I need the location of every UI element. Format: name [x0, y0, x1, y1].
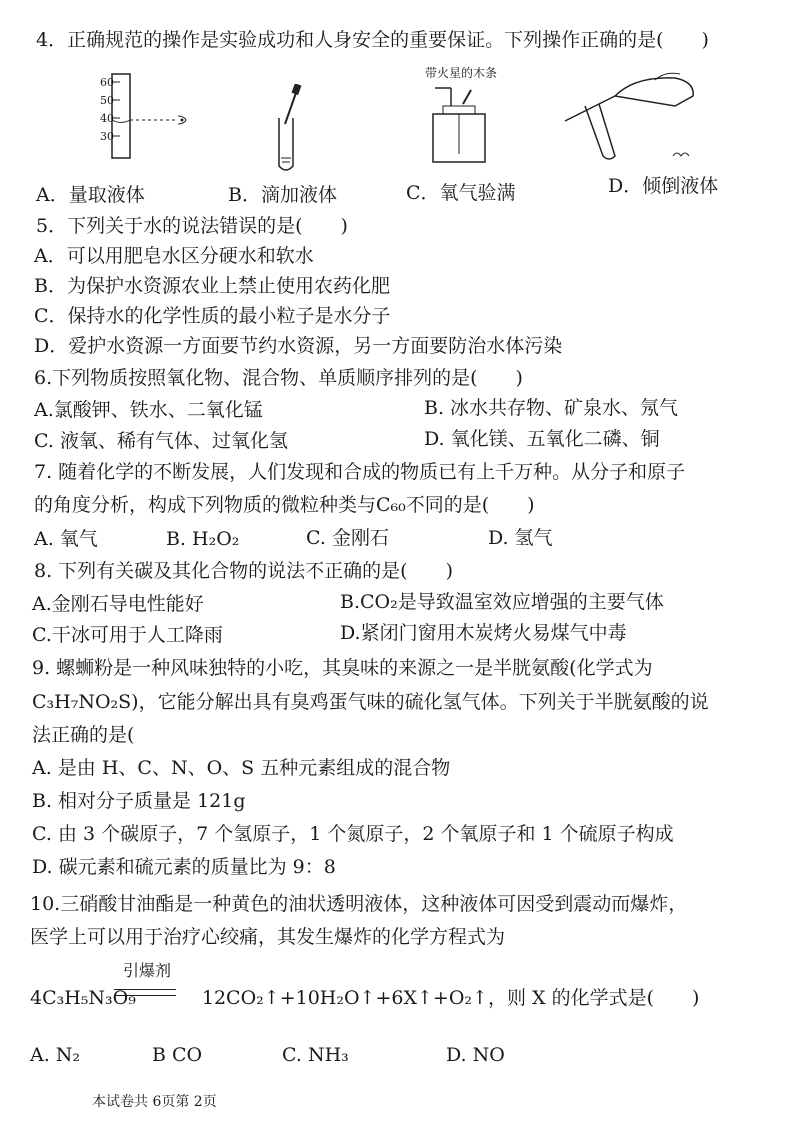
q10-option-d: D. NO: [446, 1044, 505, 1066]
q9-option-b: B. 相对分子质量是 121g: [32, 790, 246, 812]
q7-option-d: D. 氢气: [488, 527, 553, 549]
pouring-liquid-figure: [555, 66, 715, 166]
q4-figures: [90, 66, 770, 176]
q5-option-c: C．保持水的化学性质的最小粒子是水分子: [34, 305, 391, 327]
glowing-splint-label: 带火星的木条: [425, 66, 498, 80]
q4-option-a: A．量取液体: [36, 184, 145, 206]
equation-products: 12CO₂↑+10H₂O↑+6X↑+O₂↑，则 X 的化学式是( ): [201, 987, 700, 1009]
q6-option-d: D. 氧化镁、五氧化二磷、铜: [424, 428, 660, 450]
q7-option-c: C. 金刚石: [306, 527, 389, 549]
q8-option-d: D.紧闭门窗用木炭烤火易煤气中毒: [340, 622, 627, 644]
q7-option-b: B. H₂O₂: [166, 528, 240, 550]
q10-equation: [30, 983, 699, 1010]
q4-option-c: C．氧气验满: [406, 182, 516, 204]
oxygen-bottle-figure: [425, 84, 505, 169]
q5-stem: 5．下列关于水的说法错误的是( ): [36, 215, 348, 237]
q9-option-c: C. 由 3 个碳原子，7 个氢原子，1 个氮原子，2 个氧原子和 1 个硫原子构成: [32, 823, 674, 845]
q10-option-a: A. N₂: [30, 1044, 81, 1066]
q7-option-a: A. 氧气: [34, 528, 98, 550]
q9-option-a: A. 是由 H、C、N、O、S 五种元素组成的混合物: [32, 757, 451, 779]
q6-option-c: C. 液氧、稀有气体、过氧化氢: [34, 430, 288, 452]
q8-stem: 8. 下列有关碳及其化合物的说法不正确的是( ): [34, 560, 453, 582]
q8-option-c: C.干冰可用于人工降雨: [32, 624, 223, 646]
q10-option-c: C. NH₃: [282, 1044, 349, 1066]
q9-stem-line2: C₃H₇NO₂S)，它能分解出具有臭鸡蛋气味的硫化氢气体。下列关于半胱氨酸的说: [32, 691, 709, 713]
q5-option-a: A．可以用肥皂水区分硬水和软水: [34, 245, 314, 267]
q8-option-a: A.金刚石导电性能好: [32, 593, 204, 615]
q6-option-b: B. 冰水共存物、矿泉水、氖气: [424, 397, 679, 419]
q10-stem-line2: 医学上可以用于治疗心绞痛，其发生爆炸的化学方程式为: [30, 926, 506, 948]
tick-label: 30: [100, 130, 114, 143]
graduated-cylinder-figure: [98, 72, 208, 162]
q7-stem-line2: 的角度分析，构成下列物质的微粒种类与C₆₀不同的是( ): [34, 494, 535, 516]
q5-option-d: D．爱护水资源一方面要节约水资源，另一方面要防治水体污染: [34, 335, 563, 357]
tick-label: 40: [100, 112, 114, 125]
q9-stem-line3: 法正确的是(: [32, 724, 135, 746]
equation-reactant: 4C₃H₅N₃O₉: [30, 987, 136, 1009]
page-footer: 本试卷共 6页第 2页: [92, 1094, 217, 1110]
dropper-test-tube-figure: [265, 84, 315, 174]
q6-option-a: A.氯酸钾、铁水、二氧化锰: [34, 399, 263, 421]
q4-option-d: D．倾倒液体: [608, 175, 719, 197]
q10-stem-line1: 10.三硝酸甘油酯是一种黄色的油状透明液体，这种液体可因受到震动而爆炸，: [30, 893, 688, 915]
q4-stem: 4．正确规范的操作是实验成功和人身安全的重要保证。下列操作正确的是( ): [36, 29, 709, 51]
q8-option-b: B.CO₂是导致温室效应增强的主要气体: [340, 591, 664, 613]
q9-stem-line1: 9. 螺蛳粉是一种风味独特的小吃，其臭味的来源之一是半胱氨酸(化学式为: [32, 657, 653, 679]
tick-label: 50: [100, 94, 114, 107]
q5-option-b: B．为保护水资源农业上禁止使用农药化肥: [34, 275, 390, 297]
q7-stem-line1: 7. 随着化学的不断发展，人们发现和合成的物质已有上千万种。从分子和原子: [34, 461, 686, 483]
tick-label: 60: [100, 76, 114, 89]
q10-catalyst: 引爆剂: [123, 961, 172, 980]
q6-stem: 6.下列物质按照氧化物、混合物、单质顺序排列的是( ): [34, 367, 523, 389]
q4-option-b: B．滴加液体: [228, 184, 337, 206]
q10-option-b: B CO: [152, 1044, 203, 1066]
q9-option-d: D. 碳元素和硫元素的质量比为 9：8: [32, 856, 336, 878]
